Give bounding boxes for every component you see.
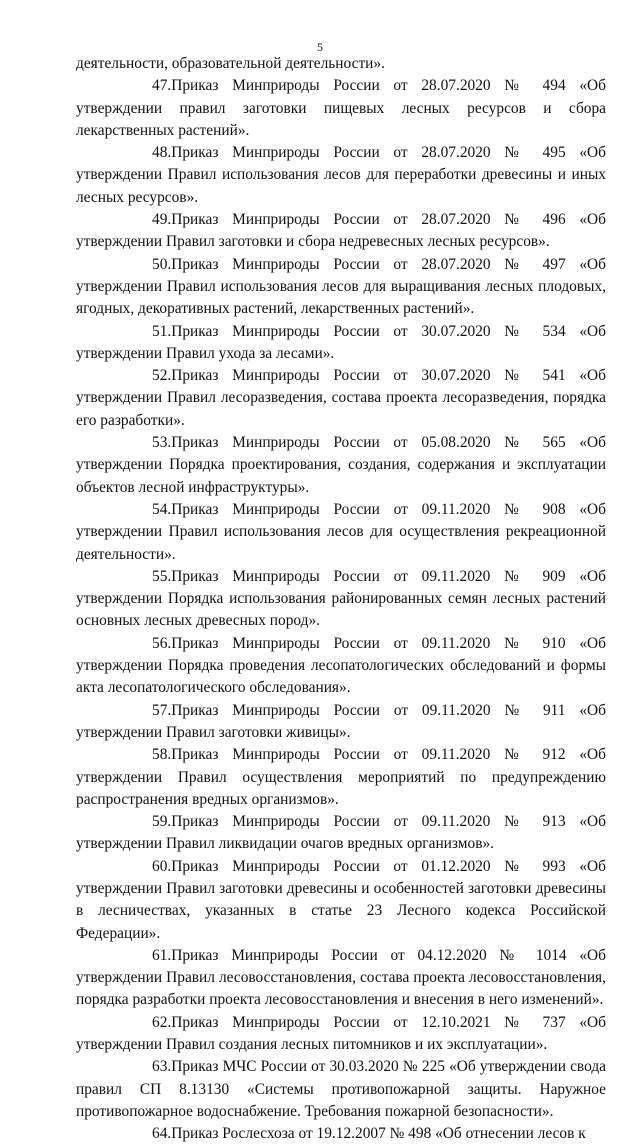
item-number: 48. [152,144,172,162]
list-item [76,365,606,432]
item-text: Приказ Минприроды России от 09.11.2020 № 911 «Об утверждении Правил заготовки живицы». [76,701,606,741]
list-item [76,75,606,142]
item-text: Приказ МЧС России от 30.03.2020 № 225 «Об утверждении свода правил СП 8.13130 «Системы противопожарной защиты. Наружное противопожарное водоснабжение. Требования пожарной безопасности». [76,1058,606,1120]
item-text: Приказ Минприроды России от 28.07.2020 № 496 «Об утверждении Правил заготовки и сбора недревесных лесных ресурсов». [76,211,606,251]
item-text: Приказ Минприроды России от 30.07.2020 № 541 «Об утверждении Правил лесоразведения, состава проекта лесоразведения, порядка его разработки». [76,367,606,429]
item-text: Приказ Рослесхоза от 19.12.2007 № 498 «Об отнесении лесов к [171,1125,586,1143]
page-number: 5 [317,40,323,54]
item-number: 58. [152,746,172,764]
item-text: Приказ Минприроды России от 01.12.2020 № 993 «Об утверждении Правил заготовки древесины и особенностей заготовки древесины в лесничествах, указанных в статье 23 Лесного кодекса Российской Федерации». [76,857,606,942]
item-text: Приказ Минприроды России от 04.12.2020 № 1014 «Об утверждении Правил лесовосстановления, состава проекта лесовосстановления, порядка разработки проекта лесовосстановления и внесения в него изменений». [76,946,606,1009]
continuation-text: деятельности, образовательной деятельности». [76,55,385,72]
list-item [76,856,606,945]
list-item [76,633,606,700]
item-number: 54. [152,500,172,518]
item-text: Приказ Минприроды России от 28.07.2020 № 497 «Об утверждении Правил использования лесов для выращивания лесных плодовых, ягодных, декоративных растений, лекарственных растений». [76,255,606,318]
list-item [76,1123,606,1145]
document-body [76,53,606,1146]
list-item [76,432,606,499]
item-text: Приказ Минприроды России от 30.07.2020 № 534 «Об утверждении Правил ухода за лесами». [76,322,606,362]
item-text: Приказ Минприроды России от 09.11.2020 № 909 «Об утверждении Порядка использования районированных семян лесных растений основных лесных древесных пород». [76,567,606,630]
item-number: 57. [152,701,172,719]
item-number: 50. [152,255,172,273]
item-number: 47. [152,77,172,95]
item-text: Приказ Минприроды России от 09.11.2020 № 908 «Об утверждении Правил использования лесов для осуществления рекреационной деятельности». [76,500,606,563]
item-number: 60. [152,857,172,875]
list-item [76,1012,606,1057]
list-item [76,1056,606,1123]
list-item [76,499,606,566]
list-item [76,321,606,366]
item-number: 59. [152,813,172,831]
item-number: 56. [152,634,172,652]
list-item [76,744,606,811]
item-text: Приказ Минприроды России от 09.11.2020 № 910 «Об утверждении Порядка проведения лесопатологических обследований и формы акта лесопатологического обследования». [76,634,606,697]
list-item [76,254,606,321]
list-item [76,945,606,1012]
list-item [76,209,606,254]
item-number: 51. [152,322,172,340]
list-item [76,566,606,633]
item-text: Приказ Минприроды России от 28.07.2020 № 494 «Об утверждении правил заготовки пищевых лесных ресурсов и сбора лекарственных растений». [76,77,606,139]
item-text: Приказ Минприроды России от 28.07.2020 № 495 «Об утверждении Правил использования лесов для переработки древесины и иных лесных ресурсов». [76,144,606,206]
item-number: 53. [152,434,172,452]
item-text: Приказ Минприроды России от 05.08.2020 № 565 «Об утверждении Порядка проектирования, создания, содержания и эксплуатации объектов лесной инфраструктуры». [76,434,606,496]
item-text: Приказ Минприроды России от 09.11.2020 № 913 «Об утверждении Правил ликвидации очагов вредных организмов». [76,813,606,853]
item-number: 52. [152,367,172,385]
item-number: 64. [152,1125,172,1143]
item-text: Приказ Минприроды России от 12.10.2021 № 737 «Об утверждении Правил создания лесных питомников и их эксплуатации». [76,1013,606,1054]
list-item [76,700,606,745]
item-number: 61. [152,946,172,964]
item-number: 55. [152,567,172,585]
list-item [76,142,606,209]
item-number: 62. [152,1013,172,1031]
item-number: 49. [152,211,172,229]
item-number: 63. [152,1058,172,1076]
item-text: Приказ Минприроды России от 09.11.2020 № 912 «Об утверждении Правил осуществления мероприятий по предупреждению распространения вредных организмов». [76,746,606,808]
list-item [76,811,606,856]
